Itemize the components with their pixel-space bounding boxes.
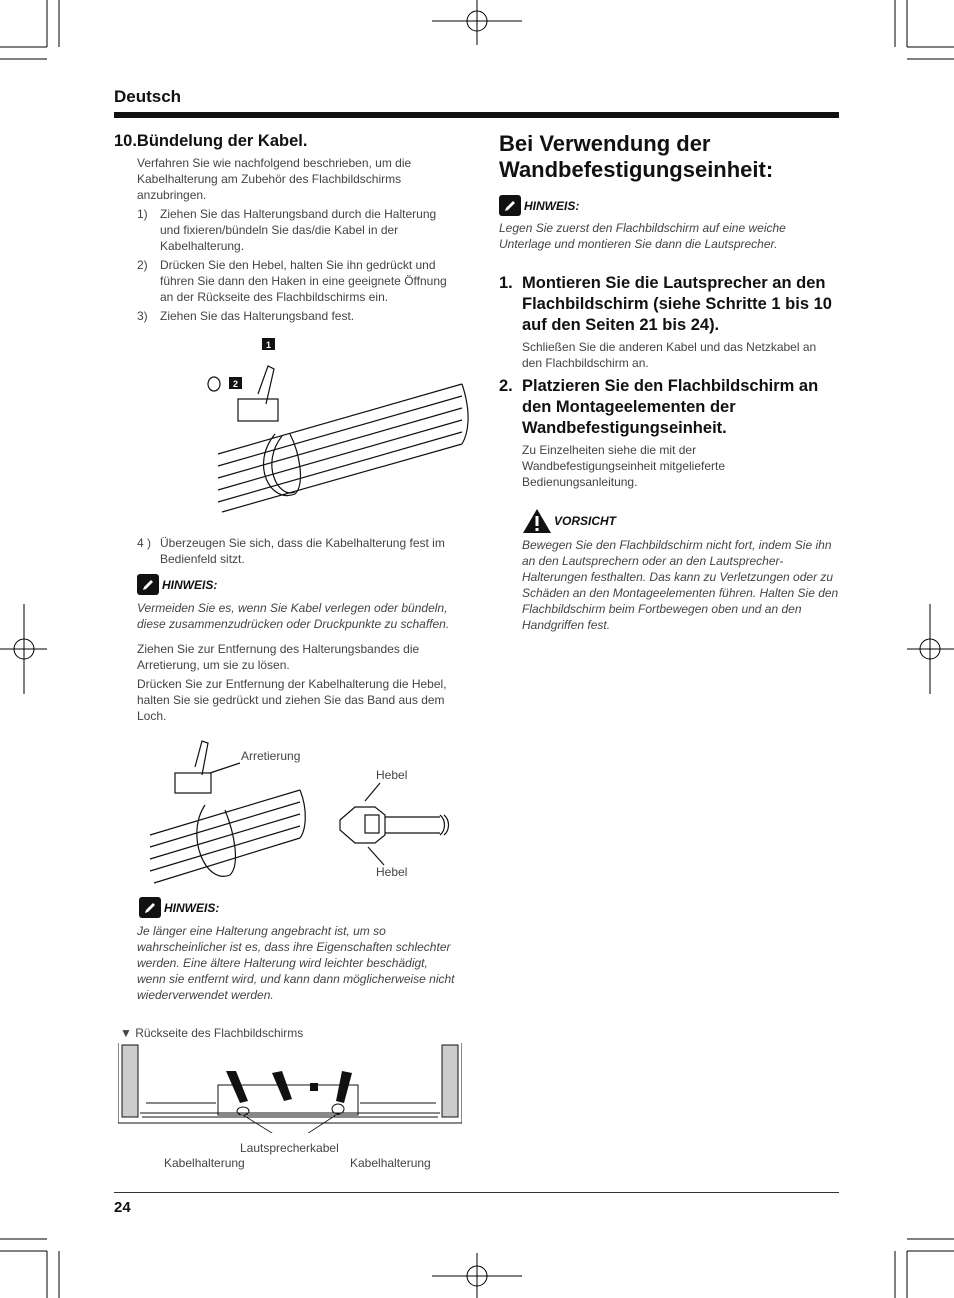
header-rule	[114, 112, 839, 118]
pencil-note-icon	[139, 897, 161, 918]
note-text-1: Vermeiden Sie es, wenn Sie Kabel verlegen oder bündeln, diese zusammenzudrücken oder Druckpunkte zu schaffen.	[137, 601, 450, 631]
label-holder-right: Kabelhalterung	[350, 1156, 431, 1170]
note-heading-2: HINWEIS:	[139, 897, 219, 918]
pencil-note-icon	[499, 195, 521, 216]
list-item: 2) Drücken Sie den Hebel, halten Sie ihn gedrückt und führen Sie dann den Haken in eine geeignete Öffnung an der Rückseite des Flachbildschirms ein.	[137, 258, 447, 304]
list-item: 1) Ziehen Sie das Halterungsband durch die Halterung und fixieren/bündeln Sie das/die Kabel in der Kabelhalterung.	[137, 207, 437, 253]
right-step-2: 2. Platzieren Sie den Flachbildschirm an den Montageelementen der Wandbefestigungseinheit. Zu Einzelheiten siehe die mit der Wandbefestigungseinheit mitgelieferte Bedienungsanleitung.	[499, 377, 819, 489]
section-title: 10.Bündelung der Kabel.	[114, 132, 308, 150]
cable-tie-figure	[200, 334, 470, 514]
label-hebel-top: Hebel	[376, 768, 408, 782]
figure-caption: ▼ Rückseite des Flachbildschirms	[120, 1026, 304, 1040]
paragraph-1: Ziehen Sie zur Entfernung des Halterungsbandes die Arretierung, um sie zu lösen.	[137, 642, 420, 672]
label-arretierung: Arretierung	[241, 749, 301, 763]
badge-1: 1	[265, 340, 272, 350]
back-panel-figure	[118, 1043, 462, 1133]
paragraph-2: Drücken Sie zur Entfernung der Kabelhalterung die Hebel, halten Sie sie gedrückt und ziehen Sie das Band aus dem Loch.	[137, 677, 447, 723]
footer-rule	[114, 1192, 839, 1193]
note-text-2: Je länger eine Halterung angebracht ist, um so wahrscheinlicher ist es, dass ihre Eigenschaften schlechter werden. Eine ältere Halterung wird leichter beschädigt, wenn sie entfernt wird, und kann dann möglicherweise nicht wiederverwendet werden.	[137, 924, 455, 1002]
page-number: 24	[114, 1199, 131, 1216]
label-speaker-cable: Lautsprecherkabel	[240, 1141, 339, 1155]
pencil-note-icon	[137, 574, 159, 595]
label-hebel-bottom: Hebel	[376, 865, 408, 879]
step-list	[137, 206, 457, 324]
page-heading: Bei Verwendung der Wandbefestigungseinheit:	[499, 131, 774, 182]
warning-triangle-icon	[522, 508, 552, 534]
note-heading-right: HINWEIS:	[499, 195, 579, 216]
caution-heading: VORSICHT	[522, 508, 616, 534]
step-4: 4 ) Überzeugen Sie sich, dass die Kabelhalterung fest im Bedienfeld sitzt.	[137, 536, 445, 566]
right-step-1: 1. Montieren Sie die Lautsprecher an den Flachbildschirm (siehe Schritte 1 bis 10 auf den Seiten 21 bis 24). Schließen Sie die anderen Kabel und das Netzkabel an den Flachbildschirm an.	[499, 274, 832, 370]
list-item: 3) Ziehen Sie das Halterungsband fest.	[137, 309, 355, 323]
language-label: Deutsch	[114, 87, 182, 106]
note-text-right: Legen Sie zuerst den Flachbildschirm auf eine weiche Unterlage und montieren Sie dann die Lautsprecher.	[499, 221, 786, 251]
intro-text: Verfahren Sie wie nachfolgend beschrieben, um die Kabelhalterung am Zubehör des Flachbildschirms anzubringen.	[137, 156, 412, 202]
caution-text: Bewegen Sie den Flachbildschirm nicht fort, indem Sie ihn an den Lautsprechern oder an den Lautsprecher-Halterungen festhalten. Das kann zu Verletzungen oder zu Schäden an den Montageelementen führen. Halten Sie den Flachbildschirm beim Fortbewegen oben und an den Handgriffen fest.	[522, 538, 839, 632]
label-holder-left: Kabelhalterung	[164, 1156, 245, 1170]
note-heading-1: HINWEIS:	[137, 574, 217, 595]
badge-2: 2	[232, 379, 239, 389]
